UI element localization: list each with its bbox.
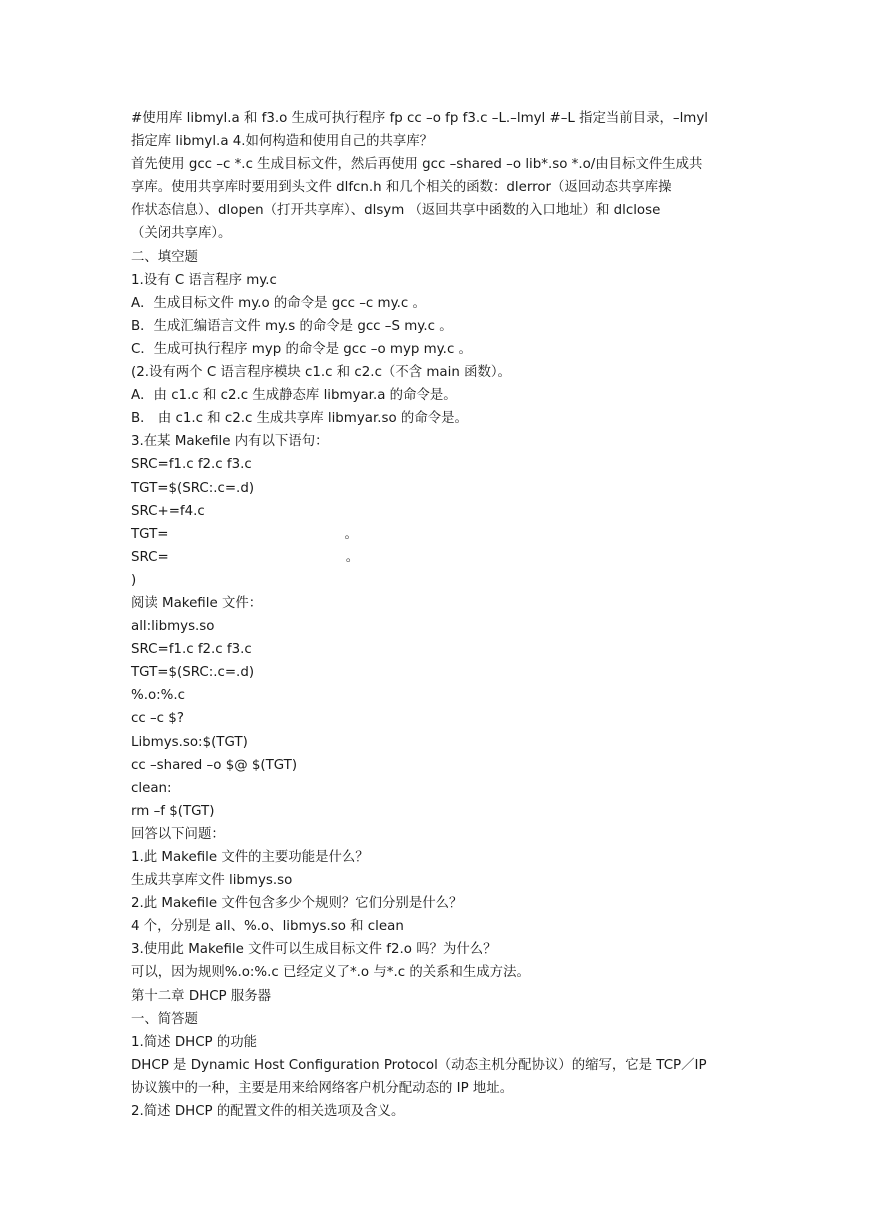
code-line: SRC=f1.c f2.c f3.c [131,457,252,473]
section-heading: 二、填空题 [131,249,198,265]
code-line: SRC=f1.c f2.c f3.c [131,642,252,658]
blank-label: SRC= [131,549,169,565]
question-text: 3.在某 Makefile 内有以下语句： [131,434,329,450]
code-line: Libmys.so:$(TGT) [131,734,248,750]
answer-line: DHCP 是 Dynamic Host Configuration Protocol（动态主机分配协议）的缩写，它是 TCP／IP [131,1057,707,1073]
fill-blank-line [131,523,739,546]
answer-line: B．生成汇编语言文件 my.s 的命令是 gcc –S my.c 。 [131,318,453,334]
question-text: 1.简述 DHCP 的功能 [131,1034,258,1050]
document-body [131,107,739,1123]
answer-line: B． 由 c1.c 和 c2.c 生成共享库 libmyar.so 的命令是。 [131,411,468,427]
code-line: TGT=$(SRC:.c=.d) [131,480,255,496]
code-line: TGT=$(SRC:.c=.d) [131,665,255,681]
question-text: 回答以下问题： [131,826,225,842]
answer-line: A．由 c1.c 和 c2.c 生成静态库 libmyar.a 的命令是。 [131,388,457,404]
code-line: SRC+=f4.c [131,503,205,519]
answer-line: 协议簇中的一种，主要是用来给网络客户机分配动态的 IP 地址。 [131,1080,514,1096]
code-line: cc –c $? [131,711,184,727]
text-line: 作状态信息）、dlopen（打开共享库）、dlsym （返回共享中函数的入口地址）和 dlclose [131,203,661,219]
question-text: 3.使用此 Makefile 文件可以生成目标文件 f2.o 吗？为什么？ [131,942,497,958]
answer-line: 可以，因为规则%.o:%.c 已经定义了*.o 与*.c 的关系和生成方法。 [131,965,530,981]
code-line: cc –shared –o $@ $(TGT) [131,757,298,773]
section-heading: 一、简答题 [131,1011,198,1027]
question-text: (2.设有两个 C 语言程序模块 c1.c 和 c2.c（不含 main 函数）。 [131,365,511,381]
answer-line: A．生成目标文件 my.o 的命令是 gcc –c my.c 。 [131,295,426,311]
answer-line: 4 个，分别是 all、%.o、libmys.so 和 clean [131,919,404,935]
text-line: ) [131,572,137,588]
question-text: 2.此 Makefile 文件包含多少个规则？它们分别是什么？ [131,896,463,912]
chapter-heading: 第十二章 DHCP 服务器 [131,988,272,1004]
question-text: 2.简述 DHCP 的配置文件的相关选项及含义。 [131,1104,405,1120]
text-line: 指定库 libmyl.a 4.如何构造和使用自己的共享库？ [131,134,434,150]
text-line: （关闭共享库）。 [131,226,232,242]
blank-end: 。 [344,526,358,542]
blank-label: TGT= [131,526,169,542]
fill-blank-line [131,546,739,569]
text-line: 首先使用 gcc –c *.c 生成目标文件，然后再使用 gcc –shared –o lib*.so *.o/由目标文件生成共 [131,157,703,173]
answer-line: C．生成可执行程序 myp 的命令是 gcc –o myp my.c 。 [131,341,472,357]
code-line: rm –f $(TGT) [131,803,215,819]
blank-end: 。 [345,549,360,565]
code-line: all:libmys.so [131,619,215,635]
answer-line: 生成共享库文件 libmys.so [131,873,293,889]
code-line: %.o:%.c [131,688,186,704]
question-text: 阅读 Makefile 文件： [131,595,263,611]
text-line: 享库。使用共享库时要用到头文件 dlfcn.h 和几个相关的函数：dlerror（返回动态共享库操 [131,180,672,196]
text-line: #使用库 libmyl.a 和 f3.o 生成可执行程序 fp cc –o fp f3.c –L.–lmyl #–L 指定当前目录，–lmyl [131,111,708,126]
question-text: 1.设有 C 语言程序 my.c [131,272,277,288]
code-line: clean: [131,780,172,796]
question-text: 1.此 Makefile 文件的主要功能是什么？ [131,850,369,865]
